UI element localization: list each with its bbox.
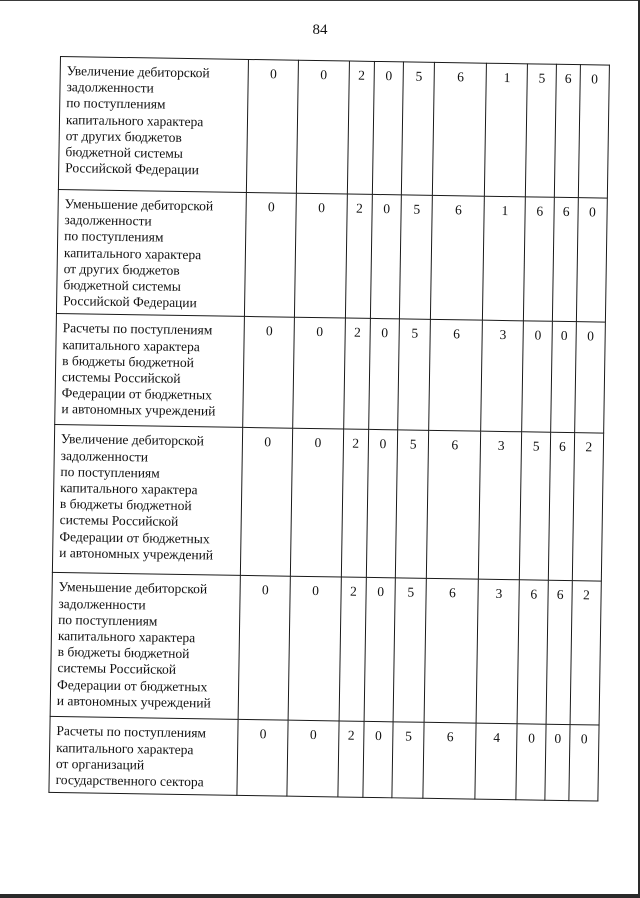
code-digit-cell: 5 — [526, 64, 557, 197]
code-digit-cell: 0 — [240, 428, 293, 577]
code-digit-cell: 0 — [288, 577, 341, 722]
row-label-line: и автономных учреждений — [61, 401, 216, 419]
code-digit-cell: 0 — [291, 429, 344, 578]
row-label-line: Увеличение дебиторской — [66, 63, 210, 81]
code-digit-cell: 0 — [578, 65, 609, 198]
code-digit-cell: 2 — [572, 433, 604, 581]
code-digit-cell: 5 — [400, 195, 433, 320]
row-label-line: в бюджеты бюджетной — [57, 644, 190, 662]
row-label-line: по поступлениям — [58, 611, 158, 629]
row-label-line: в бюджеты бюджетной — [62, 352, 195, 370]
code-digit-cell: 4 — [475, 724, 517, 800]
table-body — [49, 57, 609, 802]
code-digit-cell: 5 — [519, 432, 550, 580]
code-digit-cell: 3 — [481, 321, 523, 433]
code-digit-cell: 5 — [395, 430, 428, 578]
row-label-line: и автономных учреждений — [59, 544, 214, 563]
code-digit-cell: 2 — [345, 194, 372, 319]
row-label-line: системы Российской — [61, 369, 181, 386]
code-digit-cell: 0 — [576, 198, 607, 323]
row-label-line: и автономных учреждений — [56, 692, 211, 711]
row-label-cell — [52, 425, 242, 576]
code-digit-cell: 5 — [392, 722, 424, 798]
code-digit-cell: 0 — [369, 319, 400, 430]
row-label-line: капитального характера — [63, 244, 202, 262]
code-digit-cell: 6 — [429, 320, 483, 432]
code-digit-cell: 0 — [370, 194, 401, 319]
code-digit-cell: 6 — [524, 197, 555, 322]
row-label-line: Уменьшение дебиторской — [64, 196, 214, 214]
row-label-line: задолженности — [60, 447, 149, 465]
row-label-line: Российской Федерации — [63, 293, 197, 311]
code-digit-cell: 0 — [295, 193, 347, 318]
row-label-line: по поступлениям — [60, 463, 160, 481]
row-label-line: от других бюджетов — [65, 127, 182, 145]
row-label-line: бюджетной системы — [63, 277, 181, 294]
code-digit-cell: 0 — [364, 578, 395, 722]
code-digit-cell: 2 — [338, 721, 365, 797]
code-digit-cell: 5 — [402, 62, 435, 195]
row-label-line: системы Российской — [57, 660, 177, 678]
table-row — [49, 717, 599, 801]
row-label-line: капитального характера — [65, 111, 204, 129]
code-digit-cell: 6 — [433, 62, 487, 196]
row-label-line: по поступлениям — [64, 228, 164, 246]
table-row — [52, 425, 603, 582]
row-label-line: капитального характера — [56, 739, 194, 757]
code-digit-cell: 0 — [569, 725, 599, 801]
code-digit-cell: 0 — [516, 724, 546, 800]
row-label-line: Федерации от бюджетных — [59, 528, 210, 547]
code-digit-cell: 3 — [479, 432, 522, 581]
row-label-line: Уменьшение дебиторской — [58, 579, 208, 597]
code-digit-cell: 0 — [244, 192, 296, 317]
row-label-line: Расчеты по поступлениям — [62, 320, 213, 338]
row-label-cell — [50, 573, 240, 720]
code-digit-cell: 1 — [485, 63, 528, 197]
code-digit-cell: 2 — [341, 429, 369, 577]
code-digit-cell: 5 — [398, 319, 431, 430]
row-label-line: Федерации от бюджетных — [61, 385, 213, 403]
code-digit-cell: 6 — [546, 581, 572, 725]
row-label-line: Федерации от бюджетных — [57, 676, 208, 695]
row-label-line: капитального характера — [57, 628, 196, 646]
code-digit-cell: 1 — [483, 196, 526, 321]
code-digit-cell: 0 — [372, 61, 403, 194]
code-digit-cell: 6 — [427, 431, 482, 580]
code-digit-cell: 3 — [477, 580, 520, 725]
row-label-line: Расчеты по поступлениям — [56, 723, 207, 741]
row-label-line: капитального характера — [60, 480, 198, 498]
code-digit-cell: 6 — [555, 64, 581, 197]
account-codes-table — [48, 56, 610, 802]
scan-edge-bottom — [0, 894, 640, 898]
row-label-line: от организаций — [55, 755, 145, 773]
code-digit-cell: 0 — [297, 60, 349, 194]
code-digit-cell: 6 — [424, 579, 478, 724]
row-label-cell — [49, 717, 238, 796]
code-digit-cell: 6 — [431, 195, 485, 320]
row-label-cell — [55, 314, 245, 428]
row-label-line: по поступлениям — [66, 95, 166, 113]
code-digit-cell: 0 — [545, 725, 570, 801]
scan-edge-top — [0, 0, 640, 1]
code-digit-cell: 0 — [293, 318, 345, 430]
row-label-line: государственного сектора — [55, 772, 204, 790]
code-digit-cell: 2 — [343, 318, 370, 429]
code-digit-cell: 0 — [366, 430, 397, 578]
page-number: 84 — [312, 22, 328, 38]
row-label-line: от других бюджетов — [63, 260, 180, 278]
row-label-line: задолженности — [64, 212, 152, 229]
code-digit-cell: 2 — [570, 581, 602, 725]
code-digit-cell: 0 — [237, 720, 288, 797]
code-digit-cell: 6 — [517, 580, 548, 724]
row-label-line: в бюджеты бюджетной — [59, 496, 192, 514]
table-row — [55, 314, 606, 434]
code-digit-cell: 0 — [243, 317, 295, 429]
table-row — [50, 573, 601, 726]
table-row — [56, 189, 607, 322]
row-label-line: капитального характера — [62, 336, 200, 354]
code-digit-cell: 6 — [549, 433, 575, 581]
code-digit-cell: 2 — [339, 577, 367, 721]
code-digit-cell: 2 — [347, 61, 374, 194]
row-label-line: задолженности — [58, 595, 146, 613]
code-digit-cell: 0 — [363, 722, 393, 798]
row-label-line: системы Российской — [59, 512, 179, 530]
row-label-line: Российской Федерации — [65, 160, 200, 178]
row-label-cell — [58, 57, 248, 193]
row-label-line: бюджетной системы — [65, 144, 184, 161]
code-digit-cell: 0 — [522, 321, 553, 432]
code-digit-cell: 0 — [574, 322, 605, 433]
code-digit-cell: 6 — [423, 723, 476, 800]
code-digit-cell: 6 — [553, 197, 578, 322]
code-digit-cell: 5 — [393, 578, 426, 722]
row-label-line: Увеличение дебиторской — [60, 431, 204, 449]
row-label-line: задолженности — [66, 79, 154, 96]
code-digit-cell: 0 — [551, 322, 576, 433]
row-label-cell — [56, 189, 246, 316]
code-digit-cell: 0 — [238, 576, 291, 721]
code-digit-cell: 0 — [287, 721, 338, 798]
table-row — [58, 57, 609, 199]
code-digit-cell: 0 — [246, 59, 298, 193]
